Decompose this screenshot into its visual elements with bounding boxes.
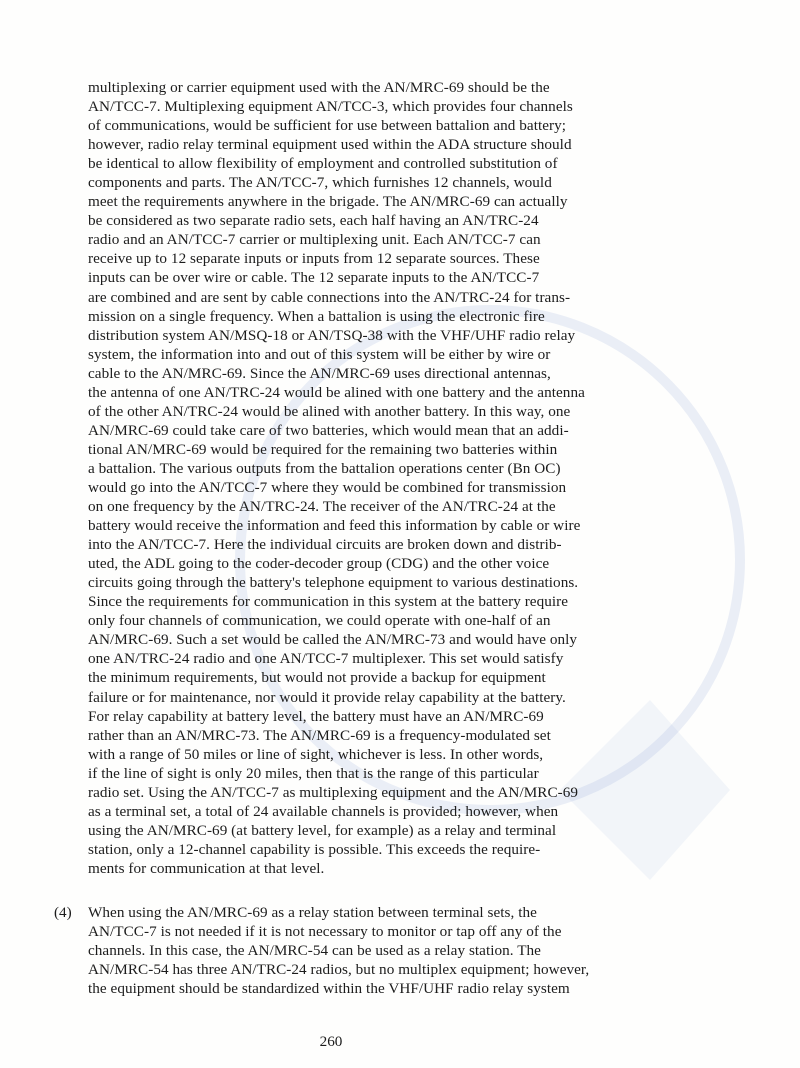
text-line: receive up to 12 separate inputs or inputs from 12 separate sources. These (88, 250, 540, 268)
text-line: on one frequency by the AN/TRC-24. The receiver of the AN/TRC-24 at the (88, 498, 556, 516)
text-line: of the other AN/TRC-24 would be alined with another battery. In this way, one (88, 402, 571, 420)
page-number: 260 (319, 1033, 343, 1050)
text-line: tional AN/MRC-69 would be required for the remaining two batteries within (88, 440, 558, 458)
text-line: a battalion. The various outputs from the battalion operations center (Bn OC) (88, 459, 561, 477)
text-line: meet the requirements anywhere in the brigade. The AN/MRC-69 can actually (88, 193, 568, 211)
text-line: Since the requirements for communication in this system at the battery require (88, 593, 569, 611)
text-line: station, only a 12-channel capability is possible. This exceeds the require- (88, 840, 541, 858)
text-line: be considered as two separate radio sets, each half having an AN/TRC-24 (88, 212, 539, 230)
text-line: one AN/TRC-24 radio and one AN/TCC-7 multiplexer. This set would satisfy (88, 650, 564, 668)
text-line: as a terminal set, a total of 24 available channels is provided; however, when (88, 802, 559, 820)
text-line: radio set. Using the AN/TCC-7 as multiplexing equipment and the AN/MRC-69 (88, 783, 579, 801)
text-line: When using the AN/MRC-69 as a relay station between terminal sets, the (88, 904, 537, 921)
text-line: cable to the AN/MRC-69. Since the AN/MRC-69 uses directional antennas, (88, 364, 551, 382)
text-line: are combined and are sent by cable connections into the AN/TRC-24 for trans- (88, 288, 571, 306)
text-line: inputs can be over wire or cable. The 12 separate inputs to the AN/TCC-7 (88, 269, 540, 287)
text-line: circuits going through the battery's telephone equipment to various destinations. (88, 574, 579, 592)
text-line: using the AN/MRC-69 (at battery level, for example) as a relay and terminal (88, 821, 557, 839)
list-item-marker: (4) (54, 904, 72, 921)
paragraph-continuation (88, 78, 728, 878)
text-line: system, the information into and out of this system will be either by wire or (88, 345, 551, 363)
text-line: components and parts. The AN/TCC-7, which furnishes 12 channels, would (88, 174, 552, 192)
text-line: uted, the ADL going to the coder-decoder group (CDG) and the other voice (88, 555, 550, 573)
text-line: radio and an AN/TCC-7 carrier or multiplexing unit. Each AN/TCC-7 can (88, 231, 541, 249)
text-line: For relay capability at battery level, the battery must have an AN/MRC-69 (88, 707, 544, 725)
text-line: multiplexing or carrier equipment used with the AN/MRC-69 should be the (88, 79, 550, 96)
text-line: of communications, would be sufficient for use between battalion and battery; (88, 117, 567, 135)
text-line: failure or for maintenance, nor would it provide relay capability at the battery. (88, 688, 566, 706)
text-line: AN/MRC-69. Such a set would be called the AN/MRC-73 and would have only (88, 631, 578, 649)
text-line: AN/MRC-54 has three AN/TRC-24 radios, but no multiplex equipment; however, (88, 961, 590, 979)
text-line: AN/TCC-7 is not needed if it is not necessary to monitor or tap off any of the (88, 923, 562, 941)
text-line: into the AN/TCC-7. Here the individual circuits are broken down and distrib- (88, 536, 562, 554)
text-line: AN/MRC-69 could take care of two batteries, which would mean that an addi- (88, 421, 569, 439)
text-line: battery would receive the information and feed this information by cable or wire (88, 517, 581, 535)
text-line: the antenna of one AN/TRC-24 would be alined with one battery and the antenna (88, 383, 585, 401)
text-line: channels. In this case, the AN/MRC-54 can be used as a relay station. The (88, 942, 541, 960)
text-line: rather than an AN/MRC-73. The AN/MRC-69 is a frequency-modulated set (88, 726, 551, 744)
text-line: would go into the AN/TCC-7 where they would be combined for transmission (88, 478, 567, 496)
text-line: if the line of sight is only 20 miles, then that is the range of this particular (88, 764, 539, 782)
text-line: only four channels of communication, we could operate with one-half of an (88, 612, 551, 630)
text-line: mission on a single frequency. When a battalion is using the electronic fire (88, 307, 545, 325)
text-line: be identical to allow flexibility of employment and controlled substitution of (88, 155, 558, 173)
text-line: ments for communication at that level. (88, 859, 325, 877)
text-line: the minimum requirements, but would not provide a backup for equipment (88, 669, 546, 687)
text-line: with a range of 50 miles or line of sight, whichever is less. In other words, (88, 745, 544, 763)
text-line: however, radio relay terminal equipment used within the ADA structure should (88, 136, 572, 154)
text-line: the equipment should be standardized within the VHF/UHF radio relay system (88, 980, 570, 998)
text-line: AN/TCC-7. Multiplexing equipment AN/TCC-3, which provides four channels (88, 98, 573, 116)
list-item-text (88, 903, 589, 998)
text-line: distribution system AN/MSQ-18 or AN/TSQ-38 with the VHF/UHF radio relay (88, 326, 576, 344)
